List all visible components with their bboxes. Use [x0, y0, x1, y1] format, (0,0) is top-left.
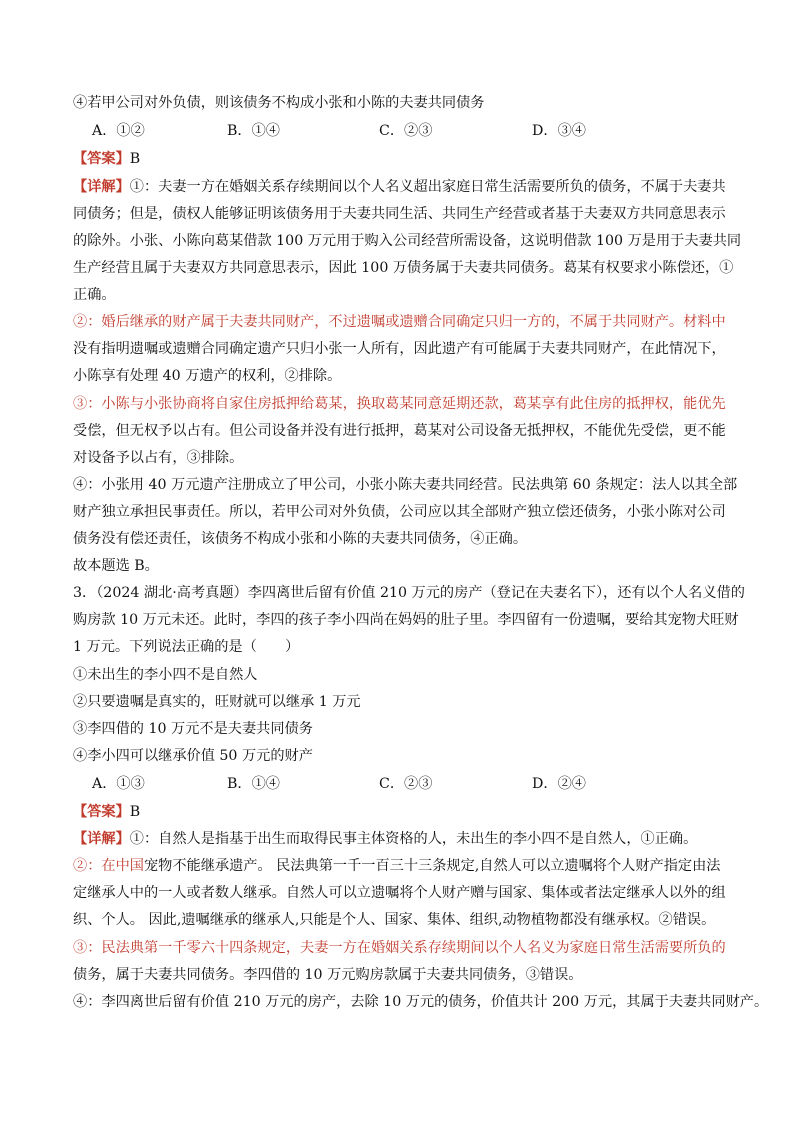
q2-option-c: C．②③	[379, 123, 433, 139]
q2-detail-red-line: ②：婚后继承的财产属于夫妻共同财产，不过遗嘱或遗赠合同确定只归一方的，不属于共同财产。材料中	[73, 314, 726, 330]
q2-detail-line: 债务没有偿还责任，该债务不构成小张和小陈的夫妻共同债务，④正确。	[73, 531, 528, 547]
q2-option-b: B．①④	[227, 123, 280, 139]
q3-detail-line: 定继承人中的一人或者数人继承。自然人可以立遗嘱将个人财产赠与国家、集体或者法定继承人以外的组	[73, 885, 726, 901]
q3-statement-4: ④李小四可以继承价值 50 万元的财产	[73, 748, 313, 764]
q3-detail-line: 【详解】①：自然人是指基于出生而取得民事主体资格的人，未出生的李小四不是自然人，①正确。	[73, 831, 698, 847]
q3-option-d: D．②④	[532, 776, 586, 792]
q2-detail-line: ④：小张用 40 万元遗产注册成立了甲公司，小张小陈夫妻共同经营。民法典第 60 条规定：法人以其全部	[73, 477, 738, 493]
q2-conclusion: 故本题选 B。	[73, 558, 159, 574]
detail-label: 【详解】	[73, 179, 130, 195]
q3-statement-3: ③李四借的 10 万元不是夫妻共同债务	[73, 721, 313, 737]
answer-value: B	[129, 804, 141, 820]
q3-option-b: B．①④	[227, 776, 280, 792]
q2-detail-line: 小陈享有处理 40 万遗产的权利，②排除。	[73, 368, 342, 384]
answer-label: 【答案】	[73, 151, 130, 167]
q2-detail-line: 的除外。小张、小陈向葛某借款 100 万元用于购入公司经营所需设备，这说明借款 100 万是用于夫妻共同	[73, 233, 742, 249]
q2-option-a: A．①②	[92, 123, 145, 139]
q2-answer	[73, 149, 140, 169]
q3-detail-red-line: ③：民法典第一千零六十四条规定，夫妻一方在婚姻关系存续期间以个人名义为家庭日常生活需要所负的	[73, 940, 726, 956]
q2-statement-4: ④若甲公司对外负债，则该债务不构成小张和小陈的夫妻共同债务	[73, 95, 485, 111]
q3-stem-line: 1 万元。下列说法正确的是（ ）	[73, 639, 300, 655]
q3-statement-1: ①未出生的李小四不是自然人	[73, 667, 258, 683]
q2-detail-line: 【详解】①：夫妻一方在婚姻关系存续期间以个人名义超出家庭日常生活需要所负的债务，不属于夫妻共	[73, 179, 726, 195]
q2-detail-line: 对设备予以占有，③排除。	[73, 450, 244, 466]
q2-detail-line: 受偿，但无权予以占有。但公司设备并没有进行抵押，葛某对公司设备无抵押权，不能优先受偿，更不能	[73, 423, 726, 439]
q3-detail-line: 织、个人。 因此,遗嘱继承的继承人,只能是个人、国家、集体、组织,动物植物都没有继承权。②错误。	[73, 912, 716, 928]
q2-detail-line: 财产独立承担民事责任。所以，若甲公司对外负债，公司应以其全部财产独立偿还债务，小张小陈对公司	[73, 504, 726, 520]
q2-detail-line: 同债务；但是，债权人能够证明该债务用于夫妻共同生活、共同生产经营或者基于夫妻双方共同意思表示	[73, 206, 726, 222]
q2-detail-red-line: ③：小陈与小张协商将自家住房抵押给葛某，换取葛某同意延期还款，葛某享有此住房的抵押权，能优先	[73, 396, 726, 412]
answer-value: B	[129, 151, 141, 167]
answer-label: 【答案】	[73, 804, 130, 820]
q2-detail-line: 生产经营且属于夫妻双方共同意思表示，因此 100 万债务属于夫妻共同债务。葛某有权要求小陈偿还，①	[73, 260, 734, 276]
q2-detail-line: 没有指明遗嘱或遗赠合同确定遗产只归小张一人所有，因此遗产有可能属于夫妻共同财产，在此情况下，	[73, 341, 726, 357]
q3-stem-line: 3．（2024 湖北·高考真题）李四离世后留有价值 210 万元的房产（登记在夫妻名下），还有以个人名义借的	[73, 585, 745, 601]
q3-option-c: C．②③	[379, 776, 433, 792]
q3-detail-line: ④：李四离世后留有价值 210 万元的房产，去除 10 万元的债务，价值共计 200 万元，其属于夫妻共同财产。	[73, 994, 769, 1010]
q3-detail-line: ②：在中国宠物不能继承遗产。 民法典第一千一百三十三条规定,自然人可以立遗嘱将个人财产指定由法	[73, 858, 721, 874]
q3-option-a: A．①③	[92, 776, 145, 792]
detail-label: 【详解】	[73, 831, 130, 847]
q3-statement-2: ②只要遗嘱是真实的，旺财就可以继承 1 万元	[73, 694, 361, 710]
q3-detail-line: 债务，属于夫妻共同债务。李四借的 10 万元购房款属于夫妻共同债务，③错误。	[73, 967, 583, 983]
q3-answer	[73, 802, 140, 822]
q2-option-d: D．③④	[532, 123, 586, 139]
q2-detail-line: 正确。	[73, 287, 116, 303]
q3-stem-line: 购房款 10 万元未还。此时，李四的孩子李小四尚在妈妈的肚子里。李四留有一份遗嘱，要给其宠物犬旺财	[73, 612, 739, 628]
